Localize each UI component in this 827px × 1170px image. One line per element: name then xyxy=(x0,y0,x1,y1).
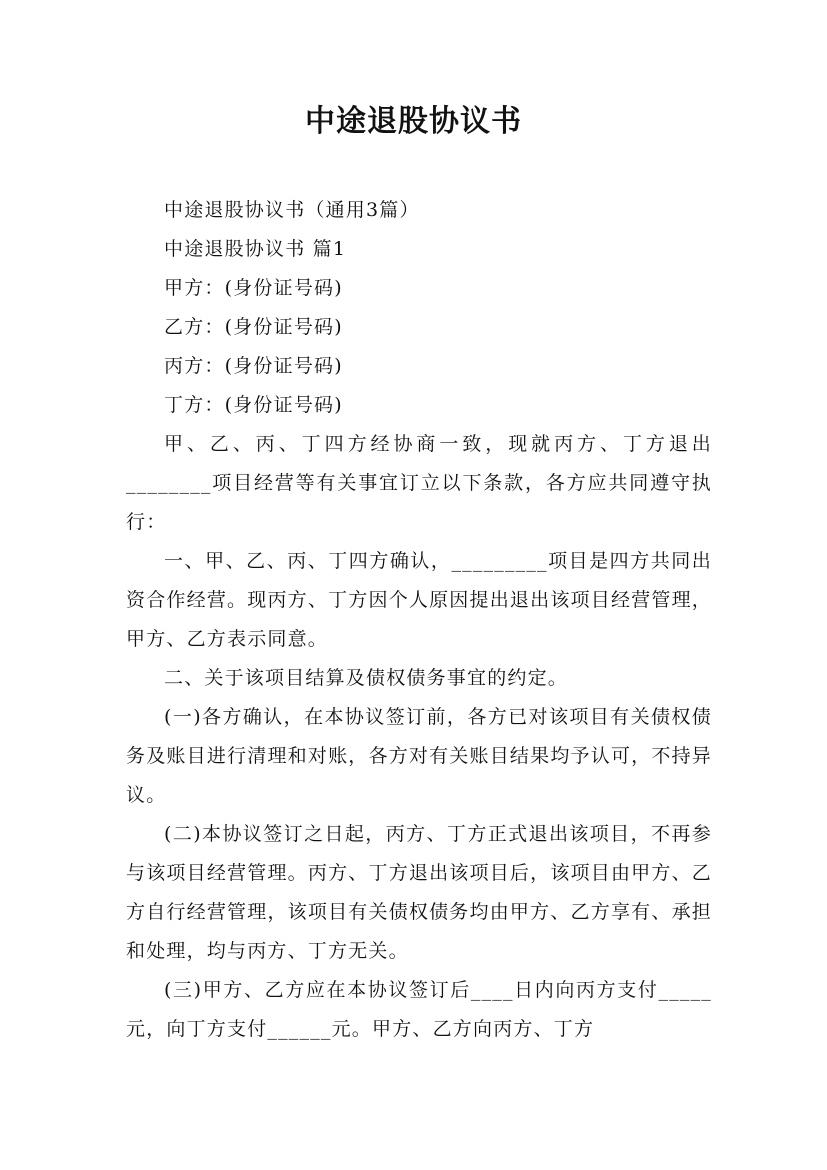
paragraph-clause-2-3: (三)甲方、乙方应在本协议签订后____日内向丙方支付_____元，向丁方支付______元。甲方、乙方向丙方、丁方 xyxy=(126,979,712,1040)
paragraph-clause-2: 二、关于该项目结算及债权债务事宜的约定。 xyxy=(164,667,569,689)
paragraph-preamble: 甲、乙、丙、丁四方经协商一致，现就丙方、丁方退出________项目经营等有关事宜订立以下条款，各方应共同遵守执行： xyxy=(126,433,712,533)
paragraph-clause-1: 一、甲、乙、丙、丁四方确认，_________项目是四方共同出资合作经营。现丙方、丁方因个人原因提出退出该项目经营管理，甲方、乙方表示同意。 xyxy=(126,550,712,650)
paragraph-party-c: 丙方：(身份证号码) xyxy=(164,355,343,377)
paragraph-party-a: 甲方：(身份证号码) xyxy=(164,277,343,299)
paragraph-clause-2-1: (一)各方确认，在本协议签订前，各方已对该项目有关债权债务及账目进行清理和对账，各方对有关账目结果均予认可，不持异议。 xyxy=(126,706,712,806)
document-title: 中途退股协议书 xyxy=(305,104,522,139)
paragraph-subtitle: 中途退股协议书（通用3篇） xyxy=(164,199,420,221)
document-body xyxy=(126,191,712,1049)
paragraph-section-heading: 中途退股协议书 篇1 xyxy=(164,238,347,260)
paragraph-clause-2-2: (二)本协议签订之日起，丙方、丁方正式退出该项目，不再参与该项目经营管理。丙方、丁方退出该项目后，该项目由甲方、乙方自行经营管理，该项目有关债权债务均由甲方、乙方享有、承担和处理，均与丙方、丁方无关。 xyxy=(126,823,712,962)
paragraph-party-d: 丁方：(身份证号码) xyxy=(164,394,343,416)
paragraph-party-b: 乙方：(身份证号码) xyxy=(164,316,343,338)
